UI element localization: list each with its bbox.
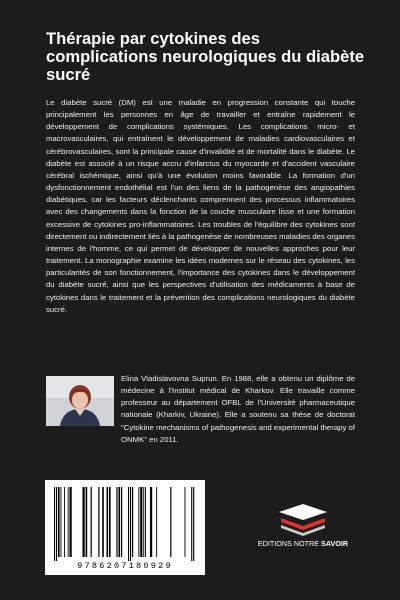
barcode-bars <box>52 487 198 561</box>
isbn-number: 9786207180929 <box>77 561 173 571</box>
publisher-logo-icon <box>275 502 331 536</box>
publisher-name <box>253 539 353 548</box>
publisher-name-bold: SAVOIR <box>321 539 349 548</box>
publisher-name-regular: EDITIONS NOTRE <box>257 539 322 548</box>
book-title: Thérapie par cytokines des complications neurologiques du diabète sucré <box>46 29 365 84</box>
publisher-mark <box>253 502 353 552</box>
author-portrait-image <box>46 376 114 426</box>
isbn-barcode <box>45 480 205 575</box>
book-summary: Le diabète sucré (DM) est une maladie en progression constante qui touche principalement les personnes en âge de travailler et entraîne rapidement le développement de complications systémiques. Les complications micro- et macrovasculaires, qui entraînent le développement de maladies cardiovasculaires et cérébrovasculaires, sont la principale cause d'invalidité et de mortalité dans le diabète. Le diabète est associé à un risque accru d'infarctus du myocarde et d'accident vasculaire cérébral ischémique, ainsi qu'à une évolution moins favorable. La formation d'un dysfonctionnement endothélial est l'un des liens de la pathogenèse des angiopathies diabétiques, car les facteurs déclenchants comprennent des processus inflammatoires avec des changements dans la fonction de la couche musculaire lisse et une formation excessive de cytokines pro-inflammatoires. Les troubles de l'équilibre des cytokines sont directement ou indirectement liés à la pathogenèse de nombreuses maladies des organes internes de l'homme, ce qui permet de développer de nouvelles approches pour leur traitement. La monographie examine les idées modernes sur le réseau des cytokines, les particularités de son fonctionnement, l'importance des cytokines dans le développement du diabète sucré, ainsi que les perspectives d'utilisation des médicaments à base de cytokines dans le traitement et la prévention des complications neurologiques du diabète sucré. <box>46 98 355 314</box>
author-biography: Elina Vladislavovna Suprun. En 1988, elle a obtenu un diplôme de médecine à l'Institut médical de Kharkov. Elle travaille comme professeur au département OFBL de l'Université pharmaceutique nationale (Kharkiv, Ukraine). Elle a soutenu sa thèse de doctorat "Cytokine mechanisms of pathogenesis and experimental therapy of ONMK" en 2011. <box>121 374 355 444</box>
author-photo <box>46 376 114 426</box>
